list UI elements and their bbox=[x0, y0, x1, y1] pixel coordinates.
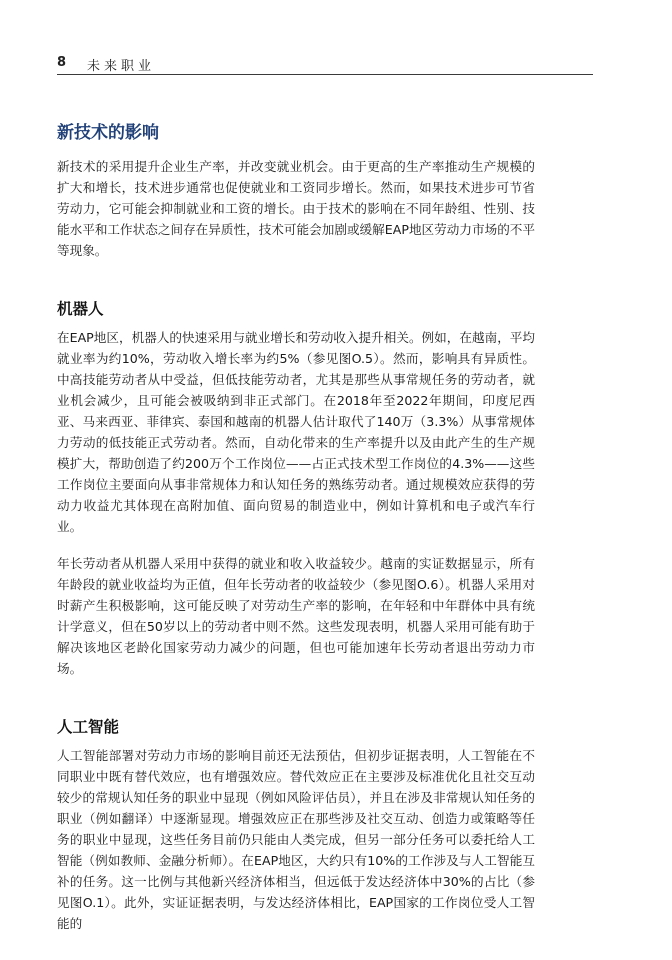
running-header bbox=[57, 52, 593, 75]
spacer bbox=[57, 679, 535, 715]
page-number: 8 bbox=[57, 55, 67, 70]
paragraph: 在EAP地区，机器人的快速采用与就业增长和劳动收入提升相关。例如，在越南，平均就业率为约10%，劳动收入增长率为约5%（参见图O.5）。然而，影响具有异质性。中高技能劳动者从中受益，但低技能劳动者，尤其是那些从事常规任务的劳动者，就业机会减少，且可能会被吸纳到非正式部门。在2018年至2022年期间，印度尼西亚、马来西亚、菲律宾、泰国和越南的机器人估计取代了140万（3.3%）从事常规体力劳动的低技能正式劳动者。然而，自动化带来的生产率提升以及由此产生的生产规模扩大，帮助创造了约200万个工作岗位——占正式技术型工作岗位的4.3%——这些工作岗位主要面向从事非常规体力和认知任务的熟练劳动者。通过规模效应获得的劳动力收益尤其体现在高附加值、面向贸易的制造业中，例如计算机和电子或汽车行业。 bbox=[57, 330, 535, 534]
paragraph: 年长劳动者从机器人采用中获得的就业和收入收益较少。越南的实证数据显示，所有年龄段的就业收益均为正值，但年长劳动者的收益较少（参见图O.6）。机器人采用对时薪产生积极影响，这可能反映了对劳动生产率的影响，在年轻和中年群体中具有统计学意义，但在50岁以上的劳动者中则不然。这些发现表明，机器人采用可能有助于解决该地区老龄化国家劳动力减少的问题，但也可能加速年长劳动者退出劳动力市场。 bbox=[57, 556, 535, 676]
section-robots bbox=[57, 297, 535, 679]
running-title: 未来职业 bbox=[87, 59, 156, 74]
section-artificial-intelligence bbox=[57, 715, 535, 934]
main-content bbox=[57, 120, 535, 934]
section-new-technology-impact bbox=[57, 120, 535, 261]
spacer bbox=[57, 261, 535, 297]
paragraph: 人工智能部署对劳动力市场的影响目前还无法预估，但初步证据表明，人工智能在不同职业中既有替代效应，也有增强效应。替代效应正在主要涉及标准优化且社交互动较少的常规认知任务的职业中显现（例如风险评估员），并且在涉及非常规认知任务的职业（例如翻译）中逐渐显现。增强效应正在那些涉及社交互动、创造力或策略等任务的职业中显现，这些任务目前仍只能由人类完成，但另一部分任务可以委托给人工智能（例如教师、金融分析师）。在EAP地区，大约只有10%的工作涉及与人工智能互补的任务。这一比例与其他新兴经济体相当，但远低于发达经济体中30%的占比（参见图O.1）。此外，实证证据表明，与发达经济体相比，EAP国家的工作岗位受人工智能的 bbox=[57, 748, 535, 931]
spacer bbox=[57, 537, 535, 553]
section-heading: 机器人 bbox=[57, 300, 104, 318]
section-heading: 人工智能 bbox=[57, 718, 120, 736]
paragraph: 新技术的采用提升企业生产率，并改变就业机会。由于更高的生产率推动生产规模的扩大和增长，技术进步通常也促使就业和工资同步增长。然而，如果技术进步可节省劳动力，它可能会抑制就业和工资的增长。由于技术的影响在不同年龄组、性别、技能水平和工作状态之间存在异质性，技术可能会加剧或缓解EAP地区劳动力市场的不平等现象。 bbox=[57, 159, 535, 258]
section-heading: 新技术的影响 bbox=[57, 123, 159, 143]
